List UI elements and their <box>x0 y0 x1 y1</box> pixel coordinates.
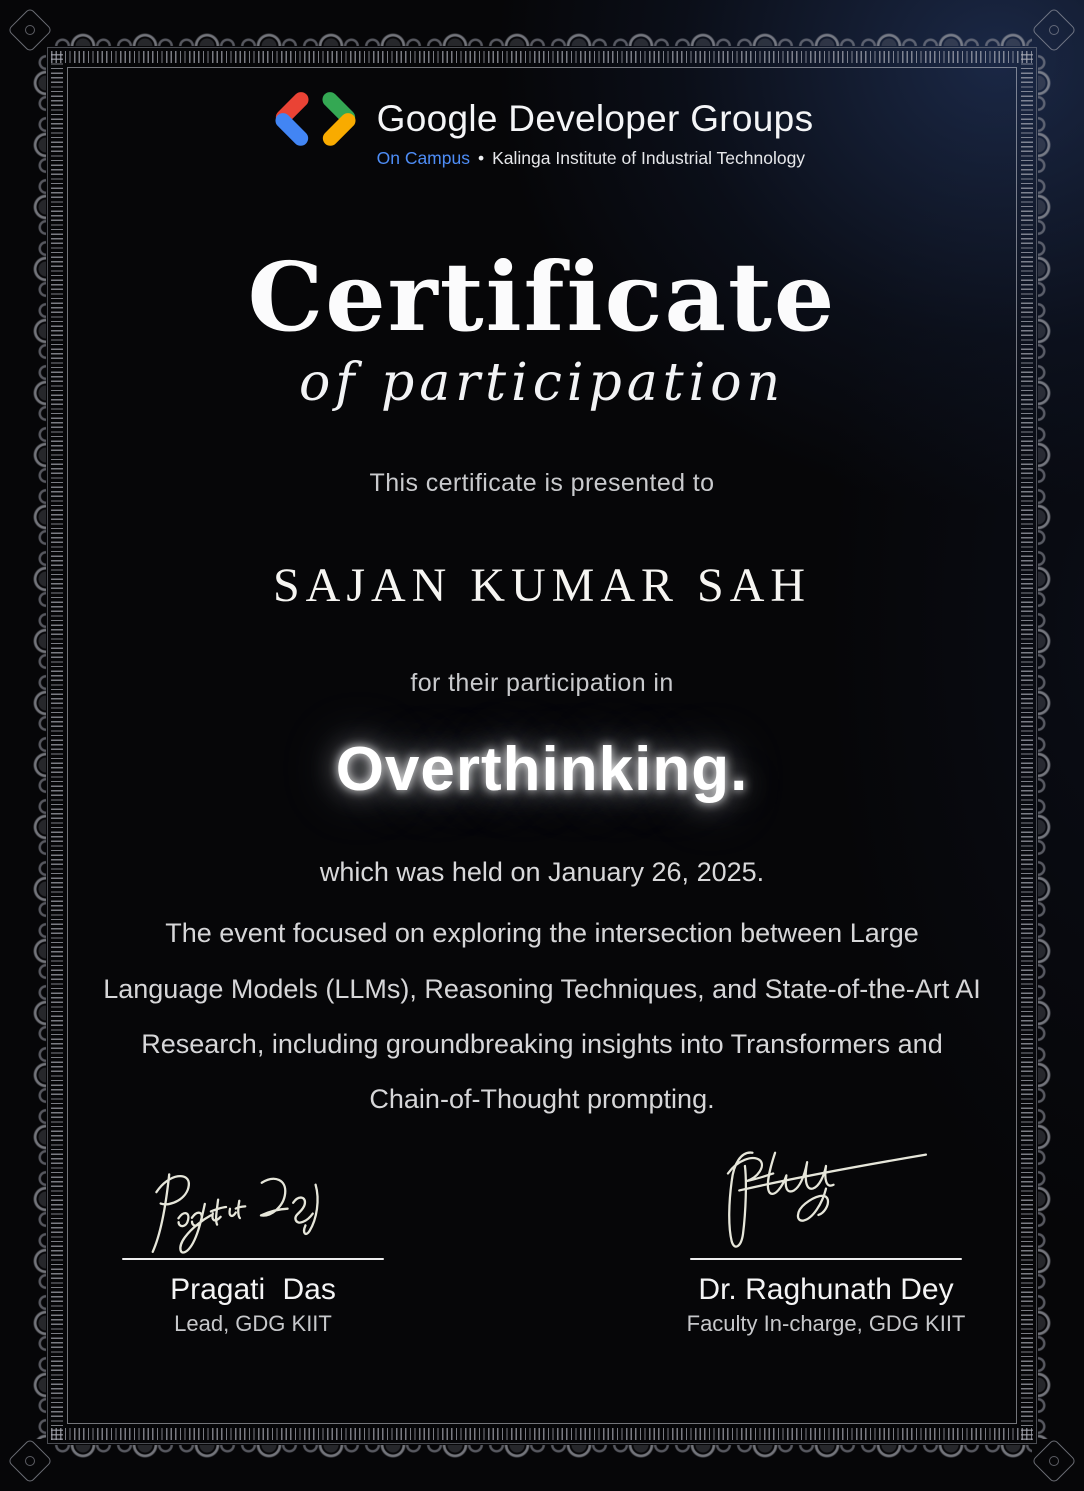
event-date-line: which was held on January 26, 2025. <box>319 857 765 888</box>
gdg-left-chevron-icon <box>271 94 313 144</box>
presented-line: This certificate is presented to <box>369 469 715 498</box>
on-campus-label: On Campus <box>376 148 470 168</box>
certificate-title: Certificate <box>247 242 837 353</box>
signer-name: Pragati Das <box>170 1272 336 1306</box>
signature-block-faculty <box>676 1132 976 1337</box>
signature-line <box>690 1258 962 1260</box>
border-lace-left <box>16 52 46 1439</box>
signature-raghunath-dey-handwriting <box>676 1132 976 1264</box>
border-corner-flourish <box>1028 4 1080 56</box>
gdg-logo-lockup <box>271 94 814 169</box>
participation-line: for their participation in <box>410 669 674 698</box>
certificate-content <box>80 80 1004 1411</box>
border-comb-bottom <box>51 1428 1033 1440</box>
event-description: The event focused on exploring the intersection between Large Language Models (LLMs), Reasoning Techniques, and State-of-the-Art AI Research, including groundbreaking insights into Transformers and Chain-of-Thought prompting. <box>103 918 981 1115</box>
border-lace-top <box>52 16 1032 46</box>
border-comb-left <box>51 51 63 1440</box>
border-comb-right <box>1021 51 1033 1440</box>
signer-role: Faculty In-charge, GDG KIIT <box>686 1310 966 1336</box>
signer-name: Dr. Raghunath Dey <box>698 1272 954 1306</box>
brand-subtitle <box>377 148 805 169</box>
certificate-subtitle: of participation <box>298 353 786 414</box>
border-lace-right <box>1038 52 1068 1439</box>
signature-block-lead <box>122 1160 384 1337</box>
gdg-right-chevron-icon <box>318 94 360 144</box>
recipient-name: SAJAN KUMAR SAH <box>272 559 812 613</box>
institute-name: Kalinga Institute of Industrial Technology <box>492 148 806 168</box>
border-comb-top <box>51 51 1033 63</box>
border-corner-flourish <box>4 1435 56 1487</box>
border-corner-flourish <box>4 4 56 56</box>
signer-role: Lead, GDG KIIT <box>174 1310 332 1336</box>
border-corner-flourish <box>1028 1435 1080 1487</box>
signature-pragati-das-handwriting <box>126 1155 379 1260</box>
signature-row <box>80 1132 1004 1337</box>
brand-name: Google Developer Groups <box>376 98 814 139</box>
border-lace-bottom <box>52 1445 1032 1475</box>
gdg-brackets-icon <box>271 94 361 144</box>
event-name: Overthinking. <box>335 735 749 805</box>
separator-dot: • <box>477 148 485 168</box>
